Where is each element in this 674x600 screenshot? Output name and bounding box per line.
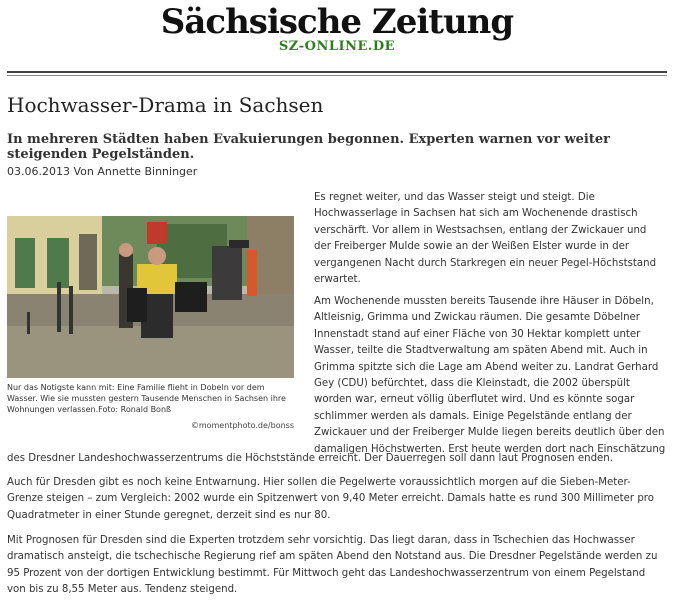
article-paragraph-4 [7, 533, 667, 599]
newspaper-logo[interactable]: Sächsische Zeitung [160, 2, 514, 42]
paragraph-text: Mit Prognosen für Dresden sind die Experten trotzdem sehr vorsichtig. Das liegt daran, dass in Tschechien das Hochwasser dramatisch ansteigt, die tschechische Regierung rief am späten Abend den Notstand aus. Die Dresdner Pegelstände werden zu 95 Prozent von der dortigen Entwicklung bestimmt. Für Mittwoch geht das Landeshochwasserzentrum von einem Pegelstand von bis zu 8,55 Meter aus. Tendenz steigend. [7, 535, 658, 596]
masthead-divider [7, 71, 667, 73]
paragraph-text: Es regnet weiter, und das Wasser steigt und steigt. Die Hochwasserlage in Sachsen hat sich am Wochenende drastisch verschärft. Vor allem in Westsachsen, entlang der Zwickauer und der Freiberger Mulde sowie an der Weißen Elster wurde in der vergangenen Nacht durch Starkregen ein neuer Pegel-Höchststand erwartet. [314, 192, 657, 286]
article-paragraph-2-continued [7, 451, 667, 467]
article-figure [7, 216, 294, 430]
article-paragraph-2 [314, 294, 666, 458]
site-url[interactable]: SZ-ONLINE.DE [278, 39, 396, 54]
article-dateline: 03.06.2013 Von Annette Binninger [7, 165, 198, 178]
article-headline: Hochwasser-Drama in Sachsen [7, 93, 324, 117]
article-paragraph-3 [7, 475, 667, 524]
paragraph-text: des Dresdner Landeshochwasserzentrums die Höchststände erreicht. Der Dauerregen soll dann laut Prognosen enden. [7, 453, 614, 464]
paragraph-text: Auch für Dresden gibt es noch keine Entwarnung. Hier sollen die Pegelwerte voraussichtlich morgen auf die Sieben-Meter-Grenze steigen – zum Vergleich: 2002 wurde ein Spitzenwert von 9,40 Meter erreicht. Damals hatte es rund 300 Millimeter pro Quadratmeter in einer Stunde geregnet, derzeit sind es nur 80. [7, 477, 654, 521]
paragraph-text: Am Wochenende mussten bereits Tausende ihre Häuser in Döbeln, Altleisnig, Grimma und Zwickau räumen. Die gesamte Döbelner Innenstadt stand auf einer Fläche von 30 Hektar komplett unter Wasser, teilte die Stadtverwaltung am späten Abend mit. Auch in Grimma spitzte sich die Lage am Abend weiter zu. Landrat Gerhard Gey (CDU) befürchtet, dass die Kleinstadt, die 2002 überspült worden war, erneut völlig überflutet wird. Und es könnte sogar schlimmer werden als damals. Einige Pegelstände entlang der Zwickauer und der Freiberger Mulde liegen bereits deutlich über den damaligen Höchstwerten. Erst heute werden dort nach Einschätzung [314, 296, 666, 455]
photo-credit: ©momentphoto.de/bonss [190, 421, 294, 430]
flood-photo[interactable] [7, 216, 294, 378]
article-paragraph-1 [314, 190, 666, 288]
masthead-divider-thin [7, 75, 667, 76]
masthead [0, 0, 674, 78]
article-subheadline: In mehreren Städten haben Evakuierungen begonnen. Experten warnen vor weiter steigenden Pegelständen. [7, 132, 610, 162]
photo-caption: Nur das Notigste kann mit: Eine Familie flieht in Dobeln vor dem Wasser. Wie sie mussten gestern Tausende Menschen in Sachsen ihre Wohnungen verlassen.Foto: Ronald Bonß [7, 383, 286, 414]
